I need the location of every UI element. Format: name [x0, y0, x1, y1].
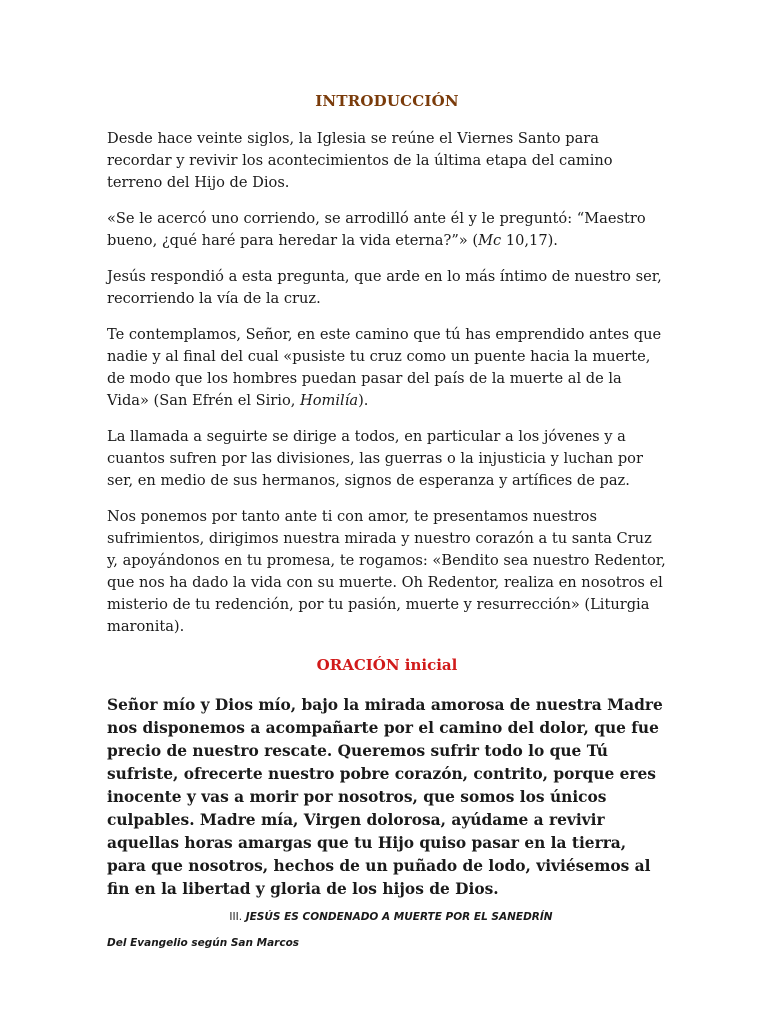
- intro-title: INTRODUCCIÓN: [315, 92, 459, 110]
- citation-book: Mc: [478, 232, 502, 249]
- paragraph-text: Nos ponemos por tanto ante ti con amor, te presentamos nuestros sufrimientos, dirigimos nuestra mirada y nuestro corazón a tu santa Cruz y, apoyándonos en tu promesa, te rogamos: «Bendito sea nuestro Redentor, que nos ha dado la vida con su muerte. Oh Redentor, realiza en nosotros el misterio de tu redención, por tu pasión, muerte y resurrección» (Liturgia maronita).: [107, 508, 666, 635]
- paragraph-3: [107, 266, 667, 310]
- paragraph-text-end: ).: [358, 392, 369, 409]
- prayer-text: Señor mío y Dios mío, bajo la mirada amorosa de nuestra Madre nos disponemos a acompañarte por el camino del dolor, que fue precio de nuestro rescate. Queremos sufrir todo lo que Tú sufriste, ofrecerte nuestro pobre corazón, contrito, porque eres inocente y vas a morir por nosotros, que somos los únicos culpables. Madre mía, Virgen dolorosa, ayúdame a revivir aquellas horas amargas que tu Hijo quiso pasar en la tierra, para que nosotros, hechos de un puñado de lodo, viviésemos al fin en la libertad y gloria de los hijos de Dios.: [107, 696, 663, 898]
- oracion-title: ORACIÓN inicial: [316, 656, 458, 674]
- paragraph-6: [107, 506, 667, 638]
- paragraph-4: [107, 324, 667, 412]
- paragraph-5: [107, 426, 667, 492]
- station-title: JESÚS ES CONDENADO A MUERTE POR EL SANEDRÍN: [245, 911, 553, 923]
- paragraph-text-end: 10,17).: [501, 232, 558, 249]
- station-number: III.: [229, 911, 243, 923]
- paragraph-text: La llamada a seguirte se dirige a todos, en particular a los jóvenes y a cuantos sufren por las divisiones, las guerras o la injusticia y luchan por ser, en medio de sus hermanos, signos de esperanza y artífices de paz.: [107, 428, 643, 489]
- paragraph-text: Desde hace veinte siglos, la Iglesia se reúne el Viernes Santo para recordar y revivir los acontecimientos de la última etapa del camino terreno del Hijo de Dios.: [107, 130, 613, 191]
- paragraph-text: Jesús respondió a esta pregunta, que arde en lo más íntimo de nuestro ser, recorriendo la vía de la cruz.: [107, 268, 662, 307]
- gospel-heading: Del Evangelio según San Marcos: [107, 937, 300, 949]
- paragraph-text: «Se le acercó uno corriendo, se arrodilló ante él y le preguntó: “Maestro bueno, ¿qué haré para heredar la vida eterna?”» (: [107, 210, 646, 249]
- paragraph-text: Te contemplamos, Señor, en este camino que tú has emprendido antes que nadie y al final del cual «pusiste tu cruz como un puente hacia la muerte, de modo que los hombres puedan pasar del país de la muerte al de la Vida» (San Efrén el Sirio,: [107, 326, 662, 409]
- paragraph-1: [107, 128, 667, 194]
- paragraph-2: [107, 208, 667, 252]
- station-heading: [107, 911, 667, 923]
- document-page: [107, 90, 667, 949]
- citation-work: Homilía: [300, 392, 359, 409]
